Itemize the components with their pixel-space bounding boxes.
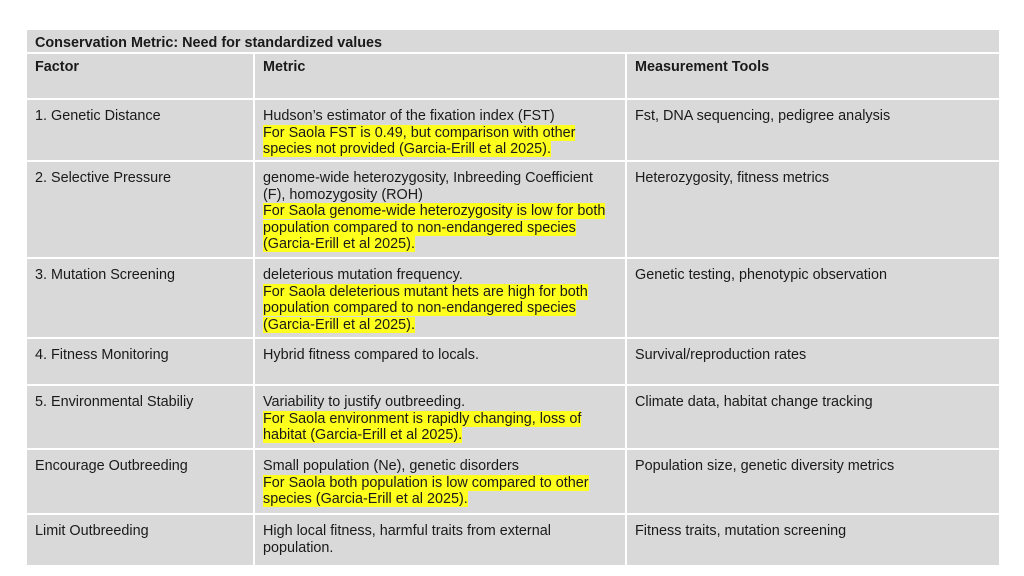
header-factor: Factor <box>26 53 254 99</box>
header-metric: Metric <box>254 53 626 99</box>
tools-cell: Climate data, habitat change tracking <box>626 385 1000 449</box>
metric-text: High local fitness, harmful traits from external population. <box>263 523 551 556</box>
table-row <box>26 338 1000 385</box>
table-row <box>26 514 1000 566</box>
metric-cell <box>254 258 626 338</box>
tools-cell: Genetic testing, phenotypic observation <box>626 258 1000 338</box>
metric-text: Variability to justify outbreeding. <box>263 394 466 410</box>
factor-cell: 2. Selective Pressure <box>26 161 254 258</box>
metric-cell <box>254 514 626 566</box>
factor-cell: Encourage Outbreeding <box>26 449 254 514</box>
table-title-row <box>26 29 1000 53</box>
table-row <box>26 258 1000 338</box>
saola-note-highlight: For Saola genome-wide heterozygosity is low for both population compared to non-endangered species (Garcia-Erill et al 2025). <box>263 203 606 252</box>
metric-text: Hybrid fitness compared to locals. <box>263 347 479 363</box>
factor-cell: 3. Mutation Screening <box>26 258 254 338</box>
table-row <box>26 99 1000 161</box>
metric-cell <box>254 161 626 258</box>
saola-note-highlight: For Saola deleterious mutant hets are high for both population compared to non-endangered species (Garcia-Erill et al 2025). <box>263 283 588 333</box>
factor-cell: Limit Outbreeding <box>26 514 254 566</box>
metric-text: Hudson’s estimator of the fixation index (FST) <box>263 108 555 124</box>
factor-cell: 4. Fitness Monitoring <box>26 338 254 385</box>
tools-cell: Heterozygosity, fitness metrics <box>626 161 1000 258</box>
saola-note-highlight: For Saola FST is 0.49, but comparison with other species not provided (Garcia-Erill et al 2025). <box>263 124 576 157</box>
table-row <box>26 161 1000 258</box>
table-header-row <box>26 53 1000 99</box>
saola-note-highlight: For Saola environment is rapidly changing, loss of habitat (Garcia-Erill et al 2025). <box>263 410 582 443</box>
metric-cell <box>254 385 626 449</box>
saola-note-highlight: For Saola both population is low compared to other species (Garcia-Erill et al 2025). <box>263 474 589 507</box>
tools-cell: Fst, DNA sequencing, pedigree analysis <box>626 99 1000 161</box>
tools-cell: Population size, genetic diversity metrics <box>626 449 1000 514</box>
conservation-metric-table <box>25 28 1001 567</box>
factor-cell: 1. Genetic Distance <box>26 99 254 161</box>
table-row <box>26 385 1000 449</box>
header-measurement-tools: Measurement Tools <box>626 53 1000 99</box>
table-title: Conservation Metric: Need for standardized values <box>26 29 1000 53</box>
metric-cell <box>254 99 626 161</box>
metric-text: Small population (Ne), genetic disorders <box>263 458 519 474</box>
table-row <box>26 449 1000 514</box>
metric-text: genome-wide heterozygosity, Inbreeding Coefficient (F), homozygosity (ROH) <box>263 170 593 203</box>
tools-cell: Fitness traits, mutation screening <box>626 514 1000 566</box>
factor-cell: 5. Environmental Stabiliy <box>26 385 254 449</box>
metric-cell <box>254 449 626 514</box>
metric-text: deleterious mutation frequency. <box>263 267 463 283</box>
tools-cell: Survival/reproduction rates <box>626 338 1000 385</box>
metric-cell <box>254 338 626 385</box>
